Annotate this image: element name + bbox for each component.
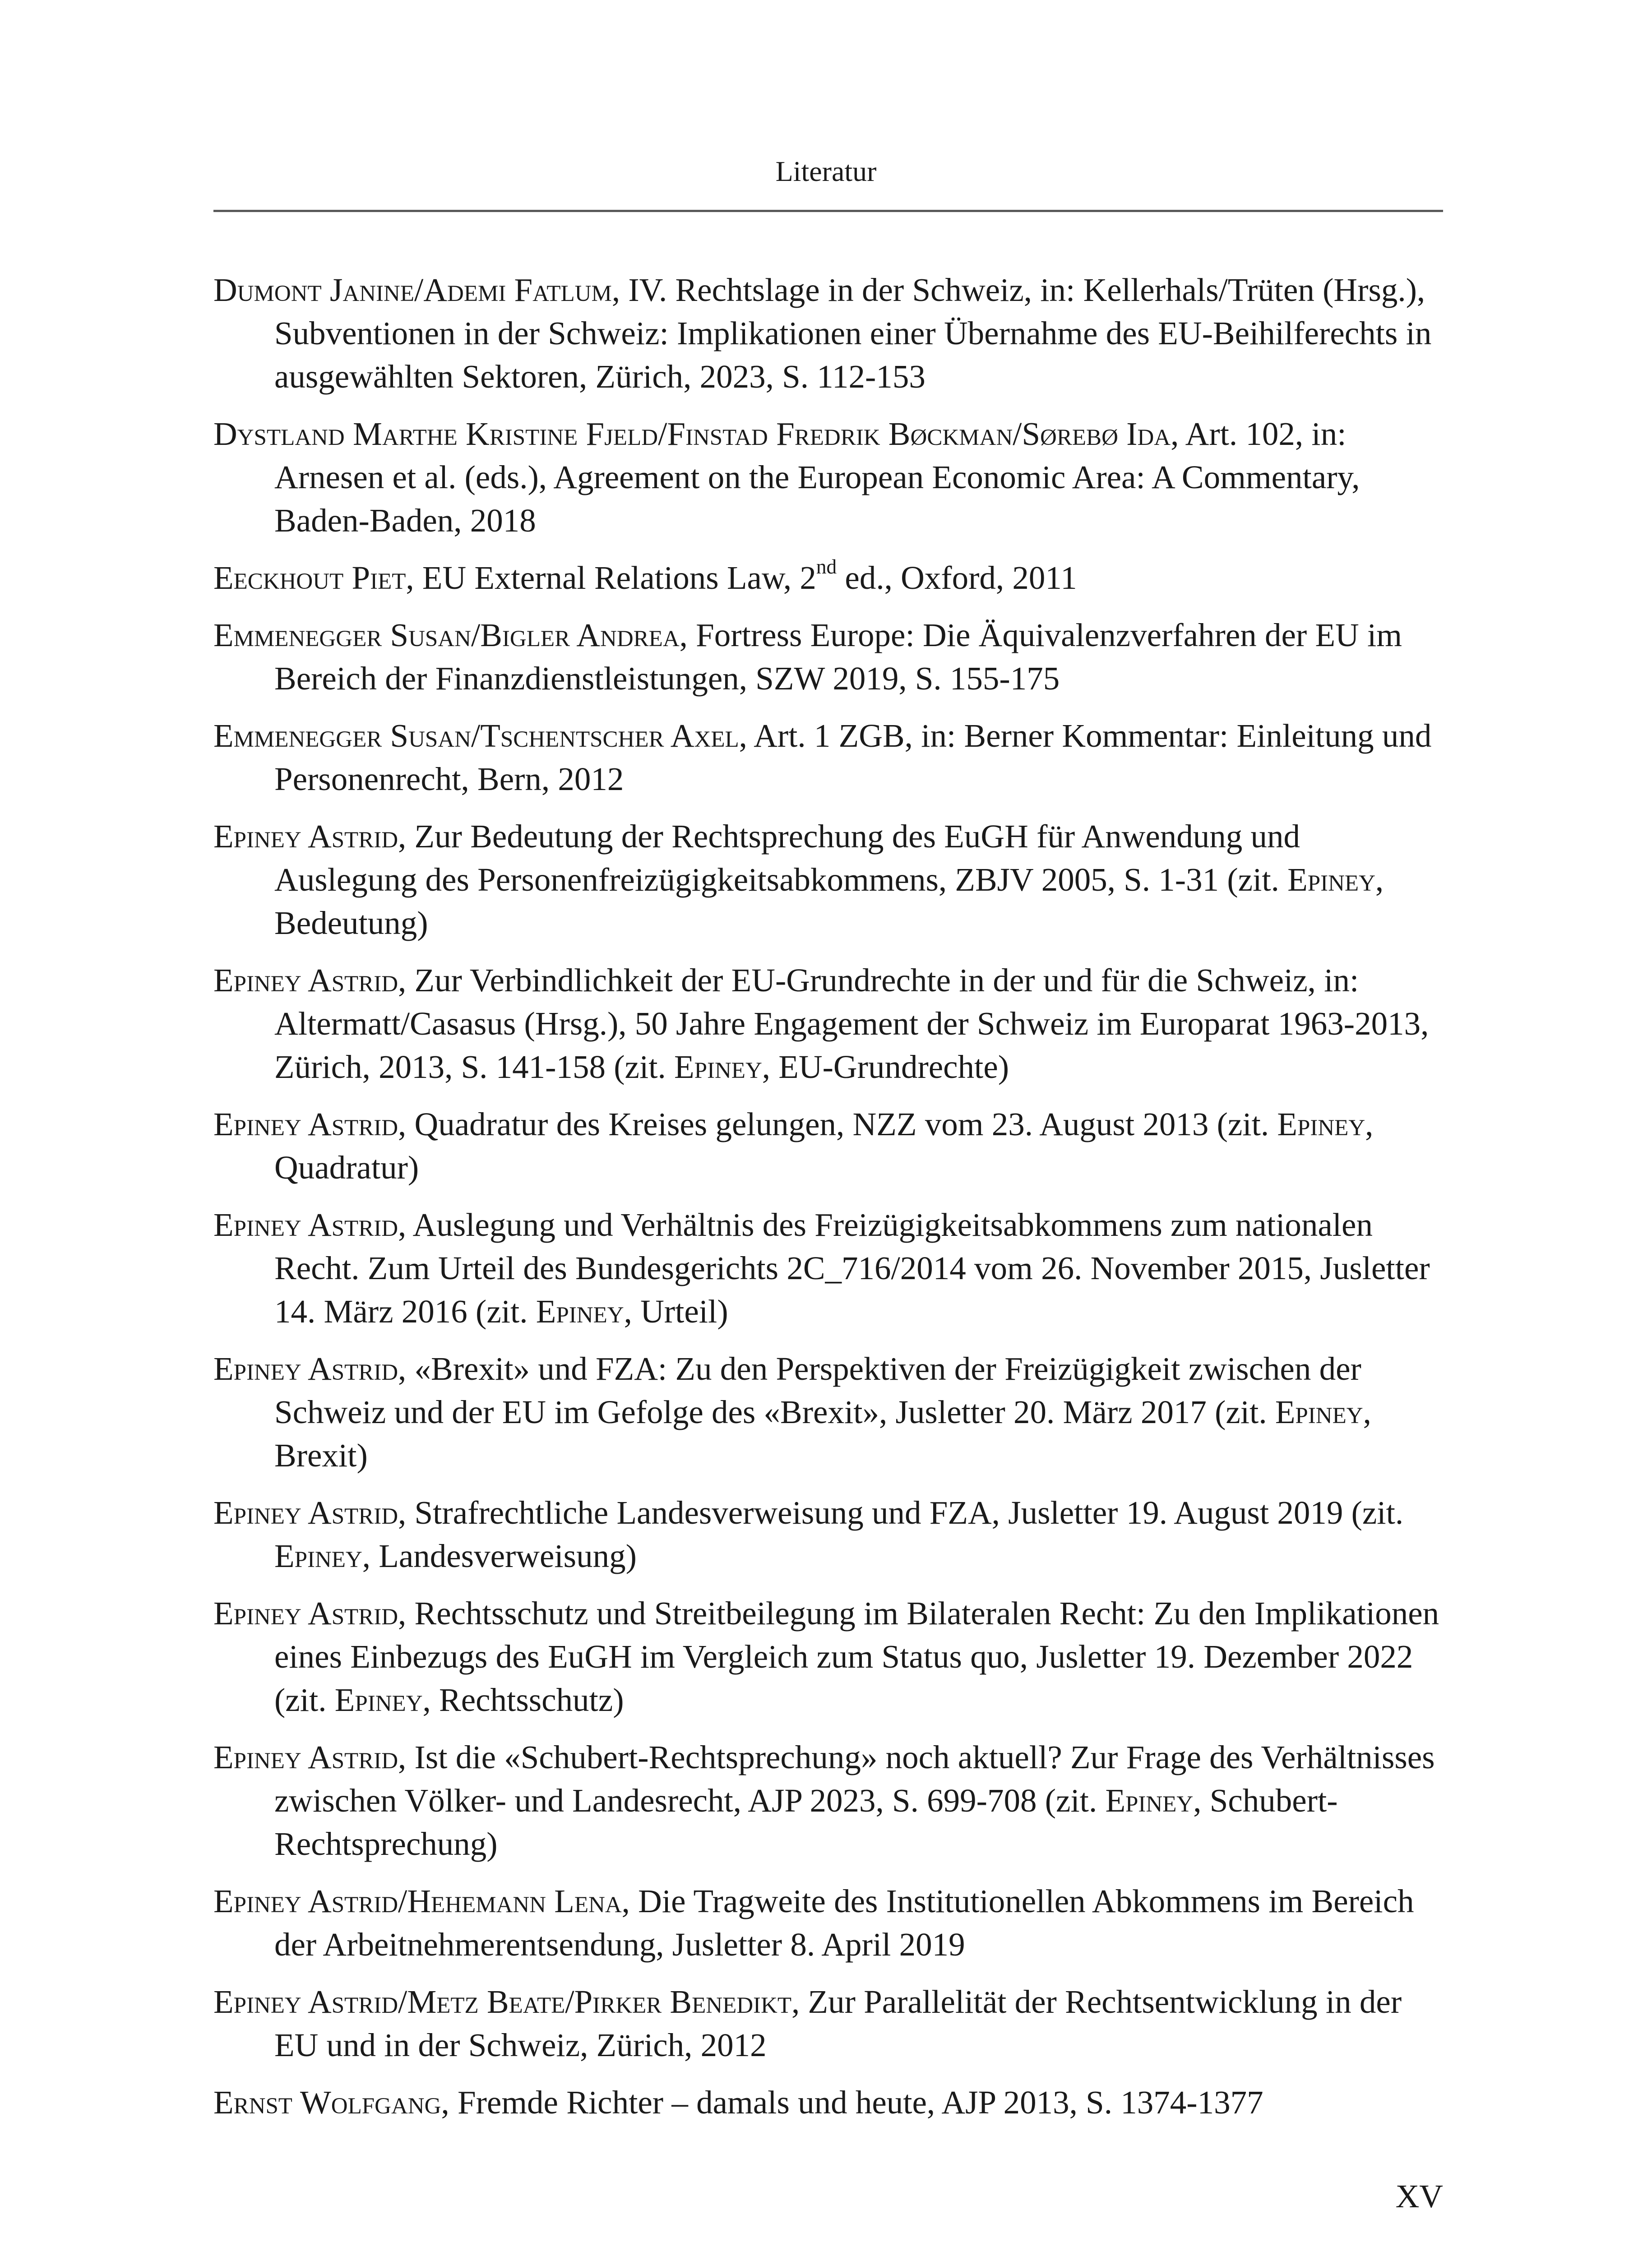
bibliography-entry [213,1103,1443,1189]
entry-text: , «Brexit» und FZA: Zu den Perspektiven der Freizügigkeit zwischen der Schweiz und der EU im Gefolge des «Brexit», Jusletter 20. März 2017 (zit. [274,1350,1361,1430]
running-header: Literatur [775,155,877,187]
bibliography-entry [213,1491,1443,1578]
page-number: XV [1395,2178,1443,2214]
entry-text: , Auslegung und Verhältnis des Freizügigkeitsabkommens zum nationalen Recht. Zum Urteil des Bundesgerichts 2C_716/2014 vom 26. November 2015, Jusletter 14. März 2016 (zit. [274,1207,1430,1330]
entry-cite-author: Epiney [274,1538,362,1574]
bibliography-entry [213,959,1443,1089]
bibliography-entry [213,614,1443,700]
entry-text: , EU External Relations Law, 2 [406,559,816,596]
entry-cite-author: Epiney [674,1049,762,1085]
entry-cite-author: Epiney [1287,861,1375,898]
bibliography-entry [213,1736,1443,1866]
entry-cite-author: Epiney [1277,1106,1365,1142]
bibliography-entry [213,2081,1443,2124]
entry-author: Epiney Astrid [213,818,398,855]
entry-text: , Zur Verbindlichkeit der EU-Grundrechte in der und für die Schweiz, in: Altermatt/Casasus (Hrsg.), 50 Jahre Engagement der Schweiz im Europarat 1963-2013, Zürich, 2013, S. 141-158 (zit. [274,962,1429,1085]
bibliography-entry [213,1203,1443,1333]
entry-text: , Art. 1 ZGB, in: Berner Kommentar: Einleitung und Personenrecht, Bern, 2012 [274,717,1432,797]
entry-text-tail: ed., Oxford, 2011 [837,559,1077,596]
bibliography-entry [213,556,1443,600]
entry-author: Epiney Astrid [213,962,398,999]
entry-text-tail: , EU-Grundrechte) [762,1049,1009,1085]
entry-author: Epiney Astrid [213,1207,398,1243]
entry-author: Emmenegger Susan/Bigler Andrea [213,617,680,653]
bibliography-list [213,268,1443,2138]
entry-author: Epiney Astrid [213,1106,398,1142]
bibliography-entry [213,1880,1443,1966]
bibliography-entry [213,1592,1443,1722]
entry-author: Emmenegger Susan/Tschentscher Axel [213,717,739,754]
entry-author: Epiney Astrid/Hehemann Lena [213,1883,622,1919]
entry-text-tail: , Schubert-Rechtsprechung) [274,1782,1338,1862]
entry-text: , Fremde Richter – damals und heute, AJP 2013, S. 1374-1377 [441,2084,1263,2121]
bibliography-entry [213,1347,1443,1477]
entry-text-tail: , Bedeutung) [274,861,1384,941]
entry-text: , Zur Bedeutung der Rechtsprechung des EuGH für Anwendung und Auslegung des Personenfreizügigkeitsabkommens, ZBJV 2005, S. 1-31 (zit. [274,818,1300,898]
entry-text: , Art. 102, in: Arnesen et al. (eds.), Agreement on the European Economic Area: A Commentary, Baden-Baden, 2018 [274,416,1360,539]
bibliography-entry [213,268,1443,398]
entry-cite-author: Epiney [1105,1782,1194,1819]
entry-text: , IV. Rechtslage in der Schweiz, in: Kellerhals/Trüten (Hrsg.), Subventionen in der Schweiz: Implikationen einer Übernahme des EU-Beihilferechts in ausgewählten Sektoren, Zürich, 2023, S. 112-153 [274,272,1432,395]
bibliography-entry [213,815,1443,945]
bibliography-entry [213,1980,1443,2067]
entry-text-tail: , Quadratur) [274,1106,1374,1186]
entry-author: Ernst Wolfgang [213,2084,441,2121]
entry-text: , Strafrechtliche Landesverweisung und FZA, Jusletter 19. August 2019 (zit. [398,1494,1404,1531]
entry-author: Dystland Marthe Kristine Fjeld/Finstad Fredrik Bøckman/Sørebø Ida [213,416,1171,452]
entry-author: Dumont Janine/Ademi Fatlum [213,272,612,308]
entry-author: Eeckhout Piet [213,559,406,596]
entry-author: Epiney Astrid/Metz Beate/Pirker Benedikt [213,1983,792,2020]
entry-text: , Ist die «Schubert-Rechtsprechung» noch aktuell? Zur Frage des Verhältnisses zwischen Völker- und Landesrecht, AJP 2023, S. 699-708 (zit. [274,1739,1435,1819]
entry-author: Epiney Astrid [213,1350,398,1387]
bibliography-entry [213,714,1443,801]
entry-superscript: nd [816,555,837,578]
entry-text-tail: , Brexit) [274,1394,1371,1474]
bibliography-entry [213,412,1443,542]
entry-cite-author: Epiney [334,1682,423,1718]
entry-cite-author: Epiney [536,1293,624,1330]
header-rule [213,210,1443,212]
entry-author: Epiney Astrid [213,1739,398,1775]
entry-cite-author: Epiney [1275,1394,1363,1430]
entry-author: Epiney Astrid [213,1595,398,1632]
entry-text-tail: , Urteil) [624,1293,728,1330]
entry-author: Epiney Astrid [213,1494,398,1531]
entry-text: , Rechtsschutz und Streitbeilegung im Bilateralen Recht: Zu den Implikationen eines Einbezugs des EuGH im Vergleich zum Status quo, Jusletter 19. Dezember 2022 (zit. [274,1595,1439,1718]
entry-text: , Quadratur des Kreises gelungen, NZZ vom 23. August 2013 (zit. [398,1106,1277,1142]
entry-text: , Fortress Europe: Die Äquivalenzverfahren der EU im Bereich der Finanzdienstleistungen, SZW 2019, S. 155-175 [274,617,1402,697]
entry-text-tail: , Rechtsschutz) [422,1682,624,1718]
entry-text: , Zur Parallelität der Rechtsentwicklung in der EU und in der Schweiz, Zürich, 2012 [274,1983,1402,2063]
entry-text: , Die Tragweite des Institutionellen Abkommens im Bereich der Arbeitnehmerentsendung, Jusletter 8. April 2019 [274,1883,1414,1963]
entry-text-tail: , Landesverweisung) [362,1538,637,1574]
